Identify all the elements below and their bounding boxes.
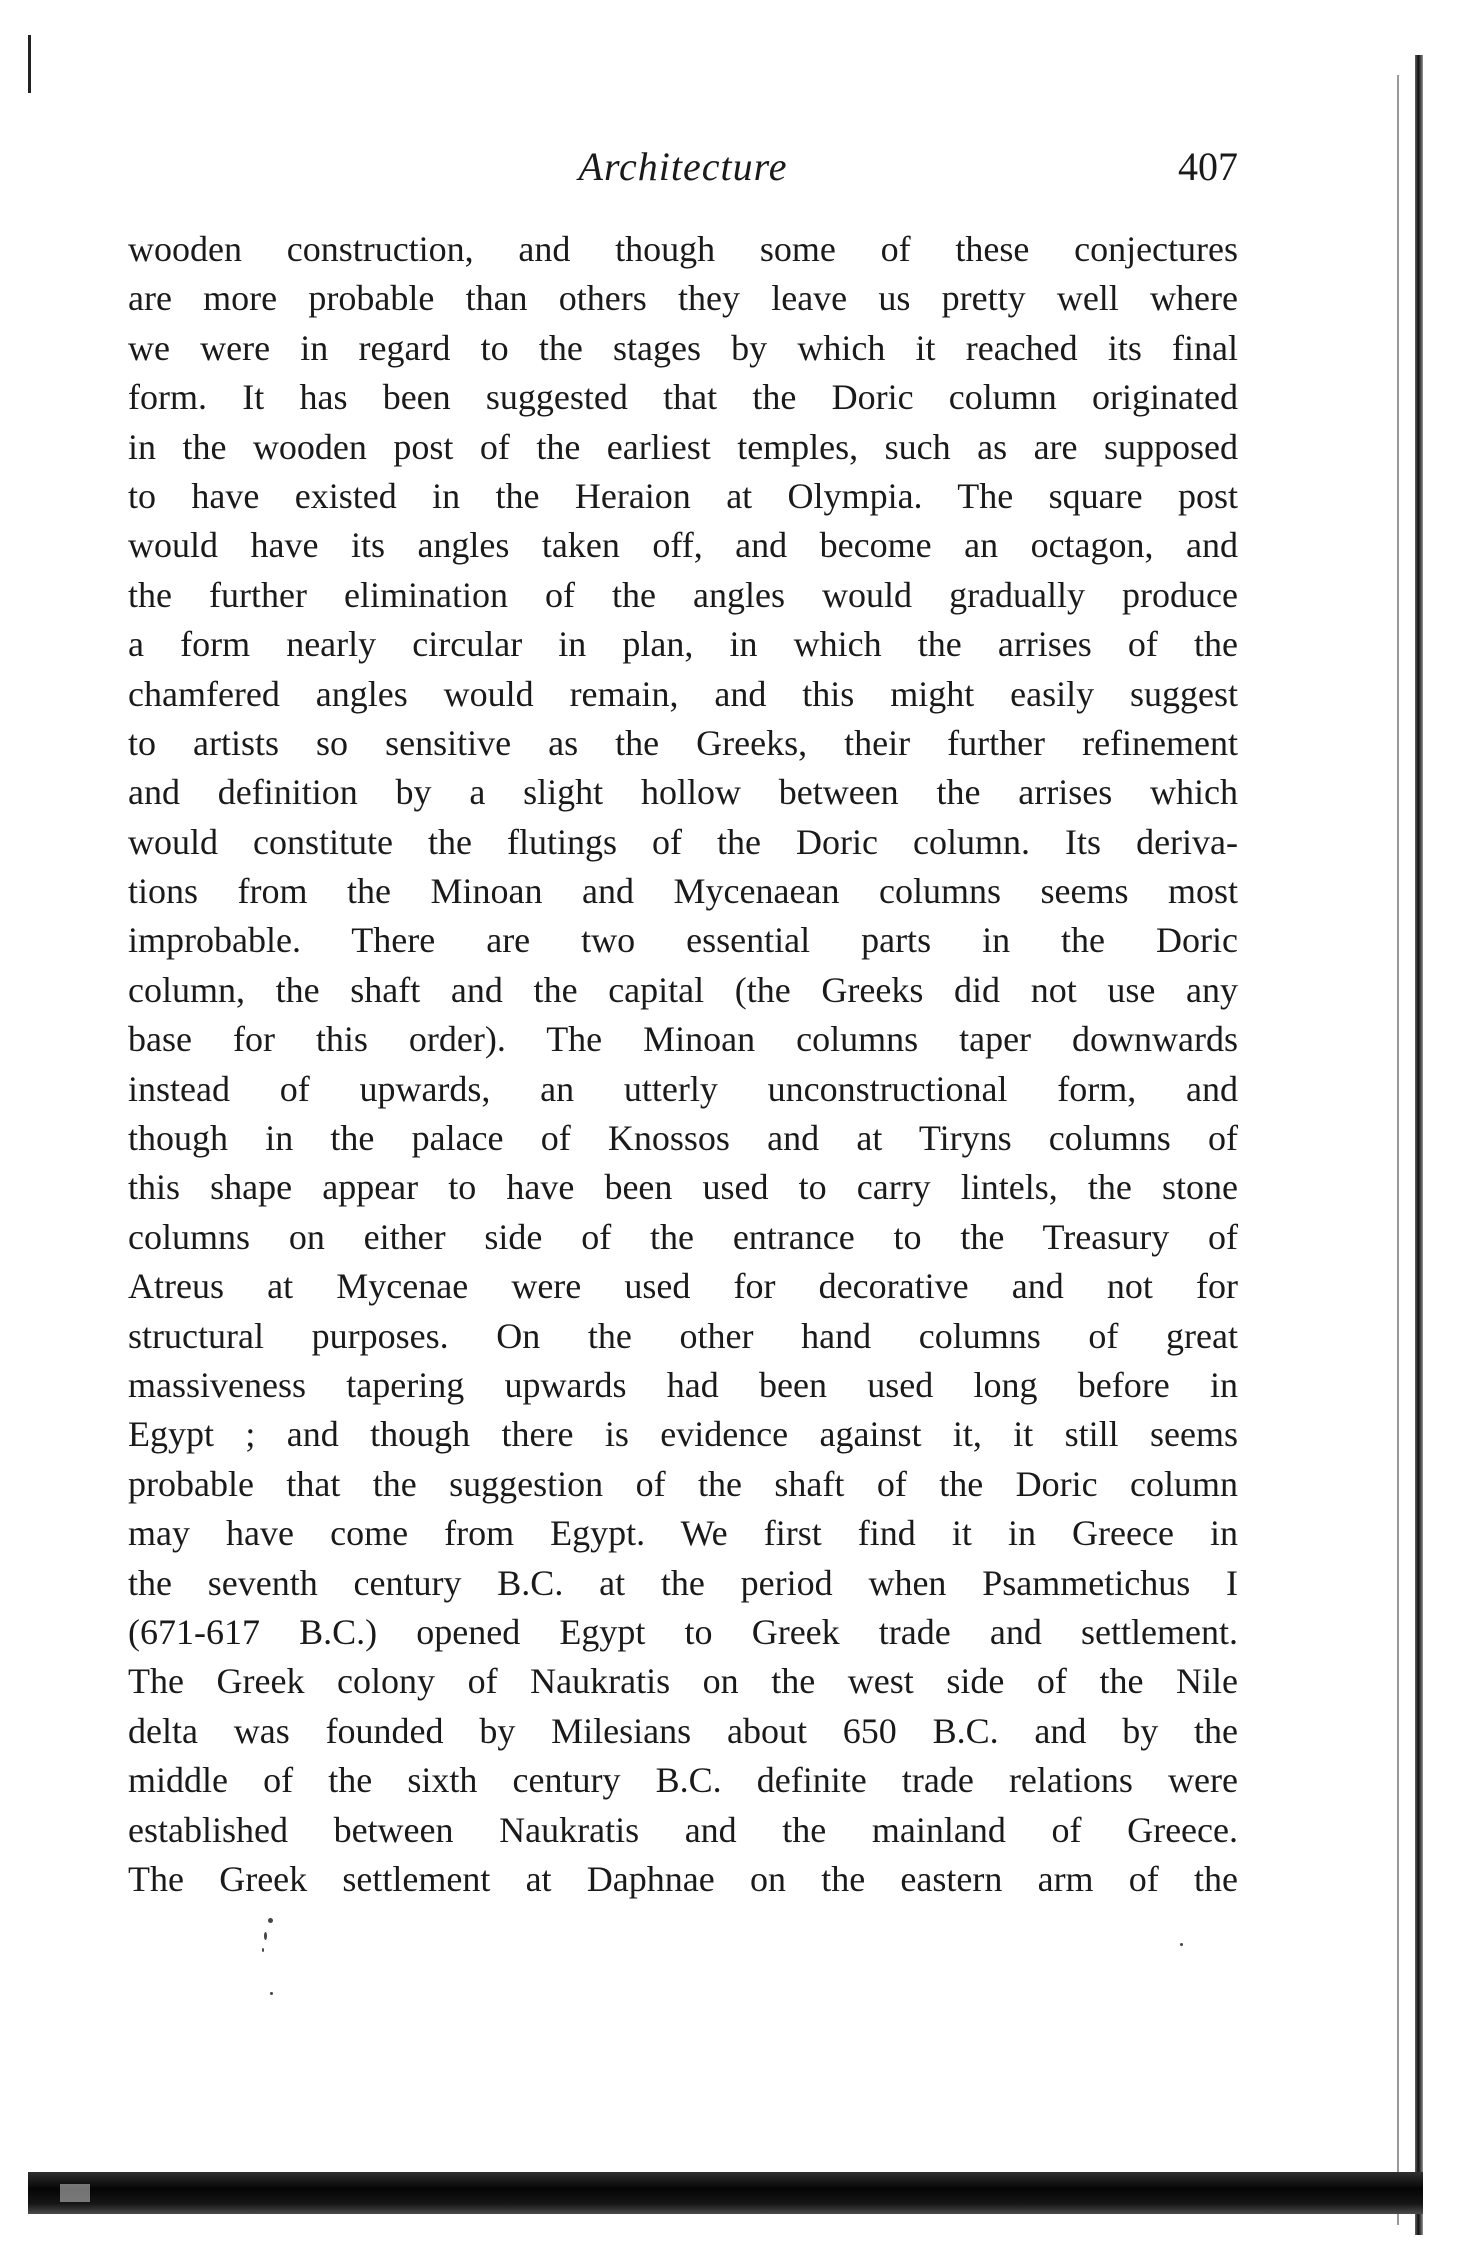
text-line: columns on either side of the entrance to the Treasury of <box>128 1216 1238 1257</box>
text-line: Atreus at Mycenae were used for decorative and not for <box>128 1266 1238 1307</box>
text-line: would have its angles taken off, and become an octagon, and <box>128 525 1238 566</box>
text-line: are more probable than others they leave us pretty well where <box>128 278 1238 319</box>
text-line: probable that the suggestion of the shaft of the Doric column <box>128 1463 1238 1504</box>
text-line: structural purposes. On the other hand columns of great <box>128 1315 1238 1356</box>
text-line: though in the palace of Knossos and at Tiryns columns of <box>128 1118 1238 1159</box>
text-line: instead of upwards, an utterly unconstructional form, and <box>128 1068 1238 1109</box>
scan-speck <box>268 1918 273 1923</box>
scan-edge-right <box>1415 55 1423 2235</box>
body-text <box>128 225 1238 1904</box>
text-line: this shape appear to have been used to carry lintels, the stone <box>128 1167 1238 1208</box>
running-title: Architecture <box>578 144 788 189</box>
page-header <box>128 135 1238 205</box>
text-line: established between Naukratis and the mainland of Greece. <box>128 1809 1238 1850</box>
scan-edge-line <box>1397 75 1399 2225</box>
text-line: massiveness tapering upwards had been used long before in <box>128 1364 1238 1405</box>
text-line: wooden construction, and though some of these conjectures <box>128 229 1238 269</box>
text-line: The Greek settlement at Daphnae on the eastern arm of the <box>128 1858 1238 1899</box>
text-line: column, the shaft and the capital (the Greeks did not use any <box>128 969 1238 1010</box>
text-line: base for this order). The Minoan columns taper downwards <box>128 1019 1238 1060</box>
text-line: improbable. There are two essential parts in the Doric <box>128 920 1238 961</box>
text-line: form. It has been suggested that the Doric column originated <box>128 377 1238 418</box>
text-line: and definition by a slight hollow between the arrises which <box>128 772 1238 813</box>
text-line: to have existed in the Heraion at Olympia. The square post <box>128 475 1238 516</box>
text-line: we were in regard to the stages by which it reached its final <box>128 327 1238 368</box>
text-line: may have come from Egypt. We first find it in Greece in <box>128 1513 1238 1554</box>
scan-edge-bottom <box>28 2172 1423 2214</box>
text-line: middle of the sixth century B.C. definite trade relations were <box>128 1760 1238 1801</box>
scan-edge-mark-left <box>28 35 31 93</box>
page-number: 407 <box>1178 144 1238 189</box>
scan-speck <box>262 1948 264 1952</box>
text-line: (671-617 B.C.) opened Egypt to Greek trade and settlement. <box>128 1611 1238 1652</box>
text-line: The Greek colony of Naukratis on the west side of the Nile <box>128 1661 1238 1702</box>
scan-speck <box>1180 1943 1183 1946</box>
text-line: to artists so sensitive as the Greeks, their further refinement <box>128 722 1238 763</box>
text-line: a form nearly circular in plan, in which the arrises of the <box>128 624 1238 665</box>
scan-edge-highlight <box>60 2184 90 2202</box>
text-line: the further elimination of the angles would gradually produce <box>128 574 1238 615</box>
text-line: Egypt ; and though there is evidence against it, it still seems <box>128 1414 1238 1455</box>
text-line: in the wooden post of the earliest temples, such as are supposed <box>128 426 1238 467</box>
text-line: delta was founded by Milesians about 650 B.C. and by the <box>128 1710 1238 1751</box>
scan-speck <box>264 1932 267 1940</box>
text-line: the seventh century B.C. at the period when Psammetichus I <box>128 1562 1238 1603</box>
text-line: chamfered angles would remain, and this might easily suggest <box>128 673 1238 714</box>
text-line: would constitute the flutings of the Doric column. Its deriva- <box>128 821 1238 862</box>
scan-speck <box>270 1992 273 1995</box>
text-line: tions from the Minoan and Mycenaean columns seems most <box>128 871 1238 912</box>
